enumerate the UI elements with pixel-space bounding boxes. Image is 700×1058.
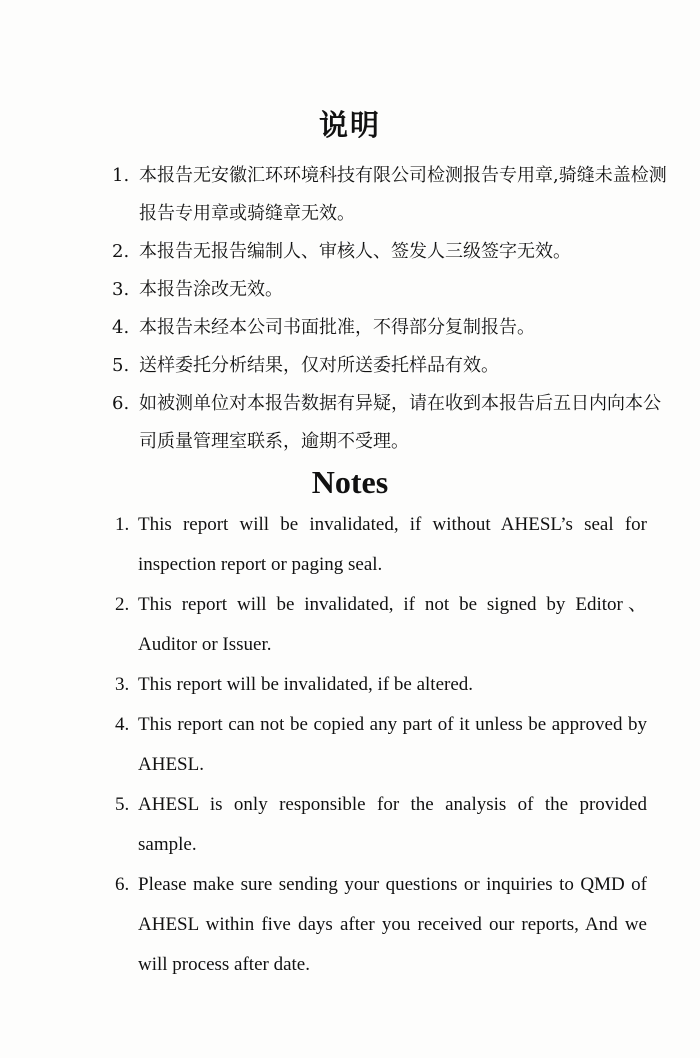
note-text: 本报告无报告编制人、审核人、签发人三级签字无效。	[139, 241, 571, 262]
note-text: 本报告未经本公司书面批准，不得部分复制报告。	[139, 317, 535, 338]
note-text: This report can not be copied any part of it unless be approved by AHESL.	[138, 714, 647, 775]
note-number: 5.	[112, 355, 130, 376]
note-number: 2.	[112, 241, 130, 262]
note-number: 5.	[115, 794, 130, 815]
english-note-item	[115, 865, 647, 985]
note-text: This report will be invalidated, if not be signed by Editor、Auditor or Issuer.	[138, 594, 647, 655]
note-text: 本报告涂改无效。	[139, 279, 283, 300]
english-note-item	[115, 785, 647, 865]
chinese-notes-list	[112, 157, 672, 461]
english-note-item	[115, 585, 647, 665]
note-number: 3.	[115, 674, 130, 695]
note-number: 3.	[112, 279, 130, 300]
note-number: 6.	[115, 874, 130, 895]
english-title: Notes	[311, 464, 389, 500]
note-text: 如被测单位对本报告数据有异疑，请在收到本报告后五日内向本公司质量管理室联系，逾期不受理。	[139, 393, 661, 452]
english-note-item	[115, 665, 647, 705]
chinese-note-item	[112, 271, 672, 309]
chinese-note-item	[112, 233, 672, 271]
chinese-note-item	[112, 385, 672, 461]
note-text: 送样委托分析结果，仅对所送委托样品有效。	[139, 355, 499, 376]
note-text: 本报告无安徽汇环环境科技有限公司检测报告专用章,骑缝未盖检测报告专用章或骑缝章无效。	[139, 165, 667, 224]
english-note-item	[115, 705, 647, 785]
chinese-note-item	[112, 309, 672, 347]
note-number: 6.	[112, 393, 130, 414]
note-text: Please make sure sending your questions or inquiries to QMD of AHESL within five days after you received our reports, And we will process after date.	[138, 874, 647, 975]
note-number: 4.	[112, 317, 130, 338]
note-text: This report will be invalidated, if without AHESL’s seal for inspection report or paging seal.	[138, 514, 647, 575]
chinese-note-item	[112, 157, 672, 233]
note-text: AHESL is only responsible for the analysis of the provided sample.	[138, 794, 647, 855]
note-text: This report will be invalidated, if be altered.	[138, 674, 474, 695]
chinese-title: 说明	[318, 108, 381, 142]
note-number: 2.	[115, 594, 130, 615]
english-note-item	[115, 505, 647, 585]
note-number: 4.	[115, 714, 130, 735]
note-number: 1.	[112, 165, 130, 186]
english-notes-list	[115, 505, 647, 985]
chinese-note-item	[112, 347, 672, 385]
note-number: 1.	[115, 514, 130, 535]
